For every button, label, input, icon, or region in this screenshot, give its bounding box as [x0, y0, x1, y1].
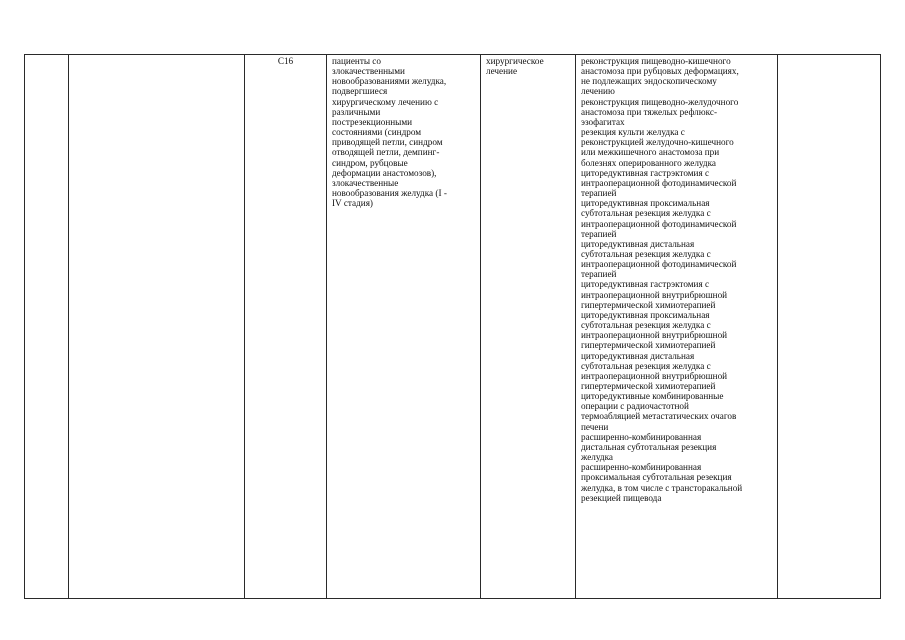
- treatment-method-line: эзофагитах: [581, 116, 625, 127]
- treatment-method-line: дистальная субтотальная резекция: [581, 441, 717, 452]
- treatment-method-text: [581, 56, 773, 503]
- patient-model-line: деформации анастомозов),: [332, 167, 437, 178]
- treatment-method-line: проксимальная субтотальная резекция: [581, 472, 732, 483]
- treatment-method-line: интраоперационной внутрибрюшной: [581, 289, 728, 300]
- patient-model-line: новообразованиями желудка,: [332, 76, 447, 87]
- patient-model-line: злокачественные: [332, 177, 399, 188]
- treatment-method-line: операции с радиочастотной: [581, 401, 689, 412]
- treatment-method-line: гипертермической химиотерапией: [581, 381, 716, 391]
- treatment-method-line: циторедуктивная проксимальная: [581, 198, 710, 209]
- treatment-method-line: желудка, в том числе с трансторакальной: [581, 482, 743, 493]
- patient-model-line: пострезекционными: [332, 116, 413, 127]
- treatment-method-line: гипертермической химиотерапией: [581, 299, 716, 310]
- treatment-method-line: расширенно-комбинированная: [581, 431, 702, 442]
- treatment-method-line: лечению: [581, 86, 615, 97]
- treatment-method-line: интраоперационной фотодинамической: [581, 177, 737, 188]
- patient-model-line: IV стадия): [332, 198, 373, 209]
- treatment-method-line: циторедуктивная дистальная: [581, 350, 695, 361]
- treatment-method-line: терапией: [581, 188, 617, 199]
- treatment-method-line: гипертермической химиотерапией: [581, 340, 716, 351]
- medical-care-table: [24, 54, 881, 599]
- patient-model-line: новообразования желудка (I -: [332, 188, 447, 199]
- table-row: [25, 55, 881, 599]
- treatment-method-line: циторедуктивная дистальная: [581, 238, 695, 249]
- treatment-method-line: не подлежащих эндоскопическому: [581, 76, 717, 87]
- patient-model-text: [332, 56, 476, 208]
- profile-name-cell: [69, 55, 245, 599]
- patient-model-line: различными: [332, 106, 381, 117]
- row-number-cell: [25, 55, 69, 599]
- treatment-method-line: желудка: [581, 452, 613, 463]
- treatment-method-line: интраоперационной фотодинамической: [581, 218, 737, 229]
- treatment-method-line: или межкишечного анастомоза при: [581, 147, 720, 158]
- treatment-method-line: реконструкция пищеводно-желудочного: [581, 96, 739, 107]
- treatment-method-line: интраоперационной внутрибрюшной: [581, 370, 728, 381]
- patient-model-line: синдром, рубцовые: [332, 157, 408, 168]
- treatment-method-line: интраоперационной фотодинамической: [581, 259, 737, 270]
- icd-code-cell: C16: [245, 55, 327, 599]
- patient-model-cell: [327, 55, 481, 599]
- treatment-method-line: резекция культи желудка с: [581, 127, 685, 138]
- treatment-method-line: интраоперационной внутрибрюшной: [581, 330, 728, 341]
- treatment-method-cell: [576, 55, 778, 599]
- treatment-type-cell: [481, 55, 576, 599]
- treatment-method-line: циторедуктивные комбинированные: [581, 391, 724, 402]
- patient-model-line: отводящей петли, демпинг-: [332, 147, 440, 158]
- treatment-type-text: [486, 56, 571, 76]
- treatment-method-line: циторедуктивная проксимальная: [581, 309, 710, 320]
- patient-model-line: злокачественными: [332, 66, 405, 77]
- patient-model-line: подвергшиеся: [332, 86, 388, 97]
- treatment-method-line: резекцией пищевода: [581, 492, 662, 503]
- treatment-method-line: циторедуктивная гастрэктомия с: [581, 167, 710, 178]
- patient-model-line: состояниями (синдром: [332, 127, 422, 138]
- treatment-method-line: субтотальная резекция желудка с: [581, 208, 711, 219]
- treatment-method-line: реконструкцией желудочно-кишечного: [581, 137, 734, 148]
- standard-cost-cell: [778, 55, 881, 599]
- treatment-method-line: термоабляцией метастатических очагов: [581, 411, 737, 422]
- patient-model-line: пациенты со: [332, 56, 381, 66]
- treatment-method-line: печени: [581, 421, 609, 432]
- treatment-method-line: болезнях оперированного желудка: [581, 157, 717, 168]
- treatment-method-line: расширенно-комбинированная: [581, 462, 702, 473]
- treatment-type-line: лечение: [486, 66, 518, 77]
- treatment-method-line: терапией: [581, 269, 617, 280]
- treatment-method-line: субтотальная резекция желудка с: [581, 248, 711, 259]
- patient-model-line: хирургическому лечению с: [332, 96, 439, 107]
- treatment-method-line: реконструкция пищеводно-кишечного: [581, 56, 731, 66]
- treatment-method-line: субтотальная резекция желудка с: [581, 320, 711, 331]
- treatment-method-line: субтотальная резекция желудка с: [581, 360, 711, 371]
- treatment-method-line: анастомоза при рубцовых деформациях,: [581, 66, 739, 77]
- treatment-method-line: циторедуктивная гастрэктомия с: [581, 279, 710, 290]
- patient-model-line: приводящей петли, синдром: [332, 137, 443, 148]
- treatment-method-line: анастомоза при тяжелых рефлюкс-: [581, 106, 717, 117]
- treatment-method-line: терапией: [581, 228, 617, 239]
- treatment-type-line: хирургическое: [486, 56, 544, 66]
